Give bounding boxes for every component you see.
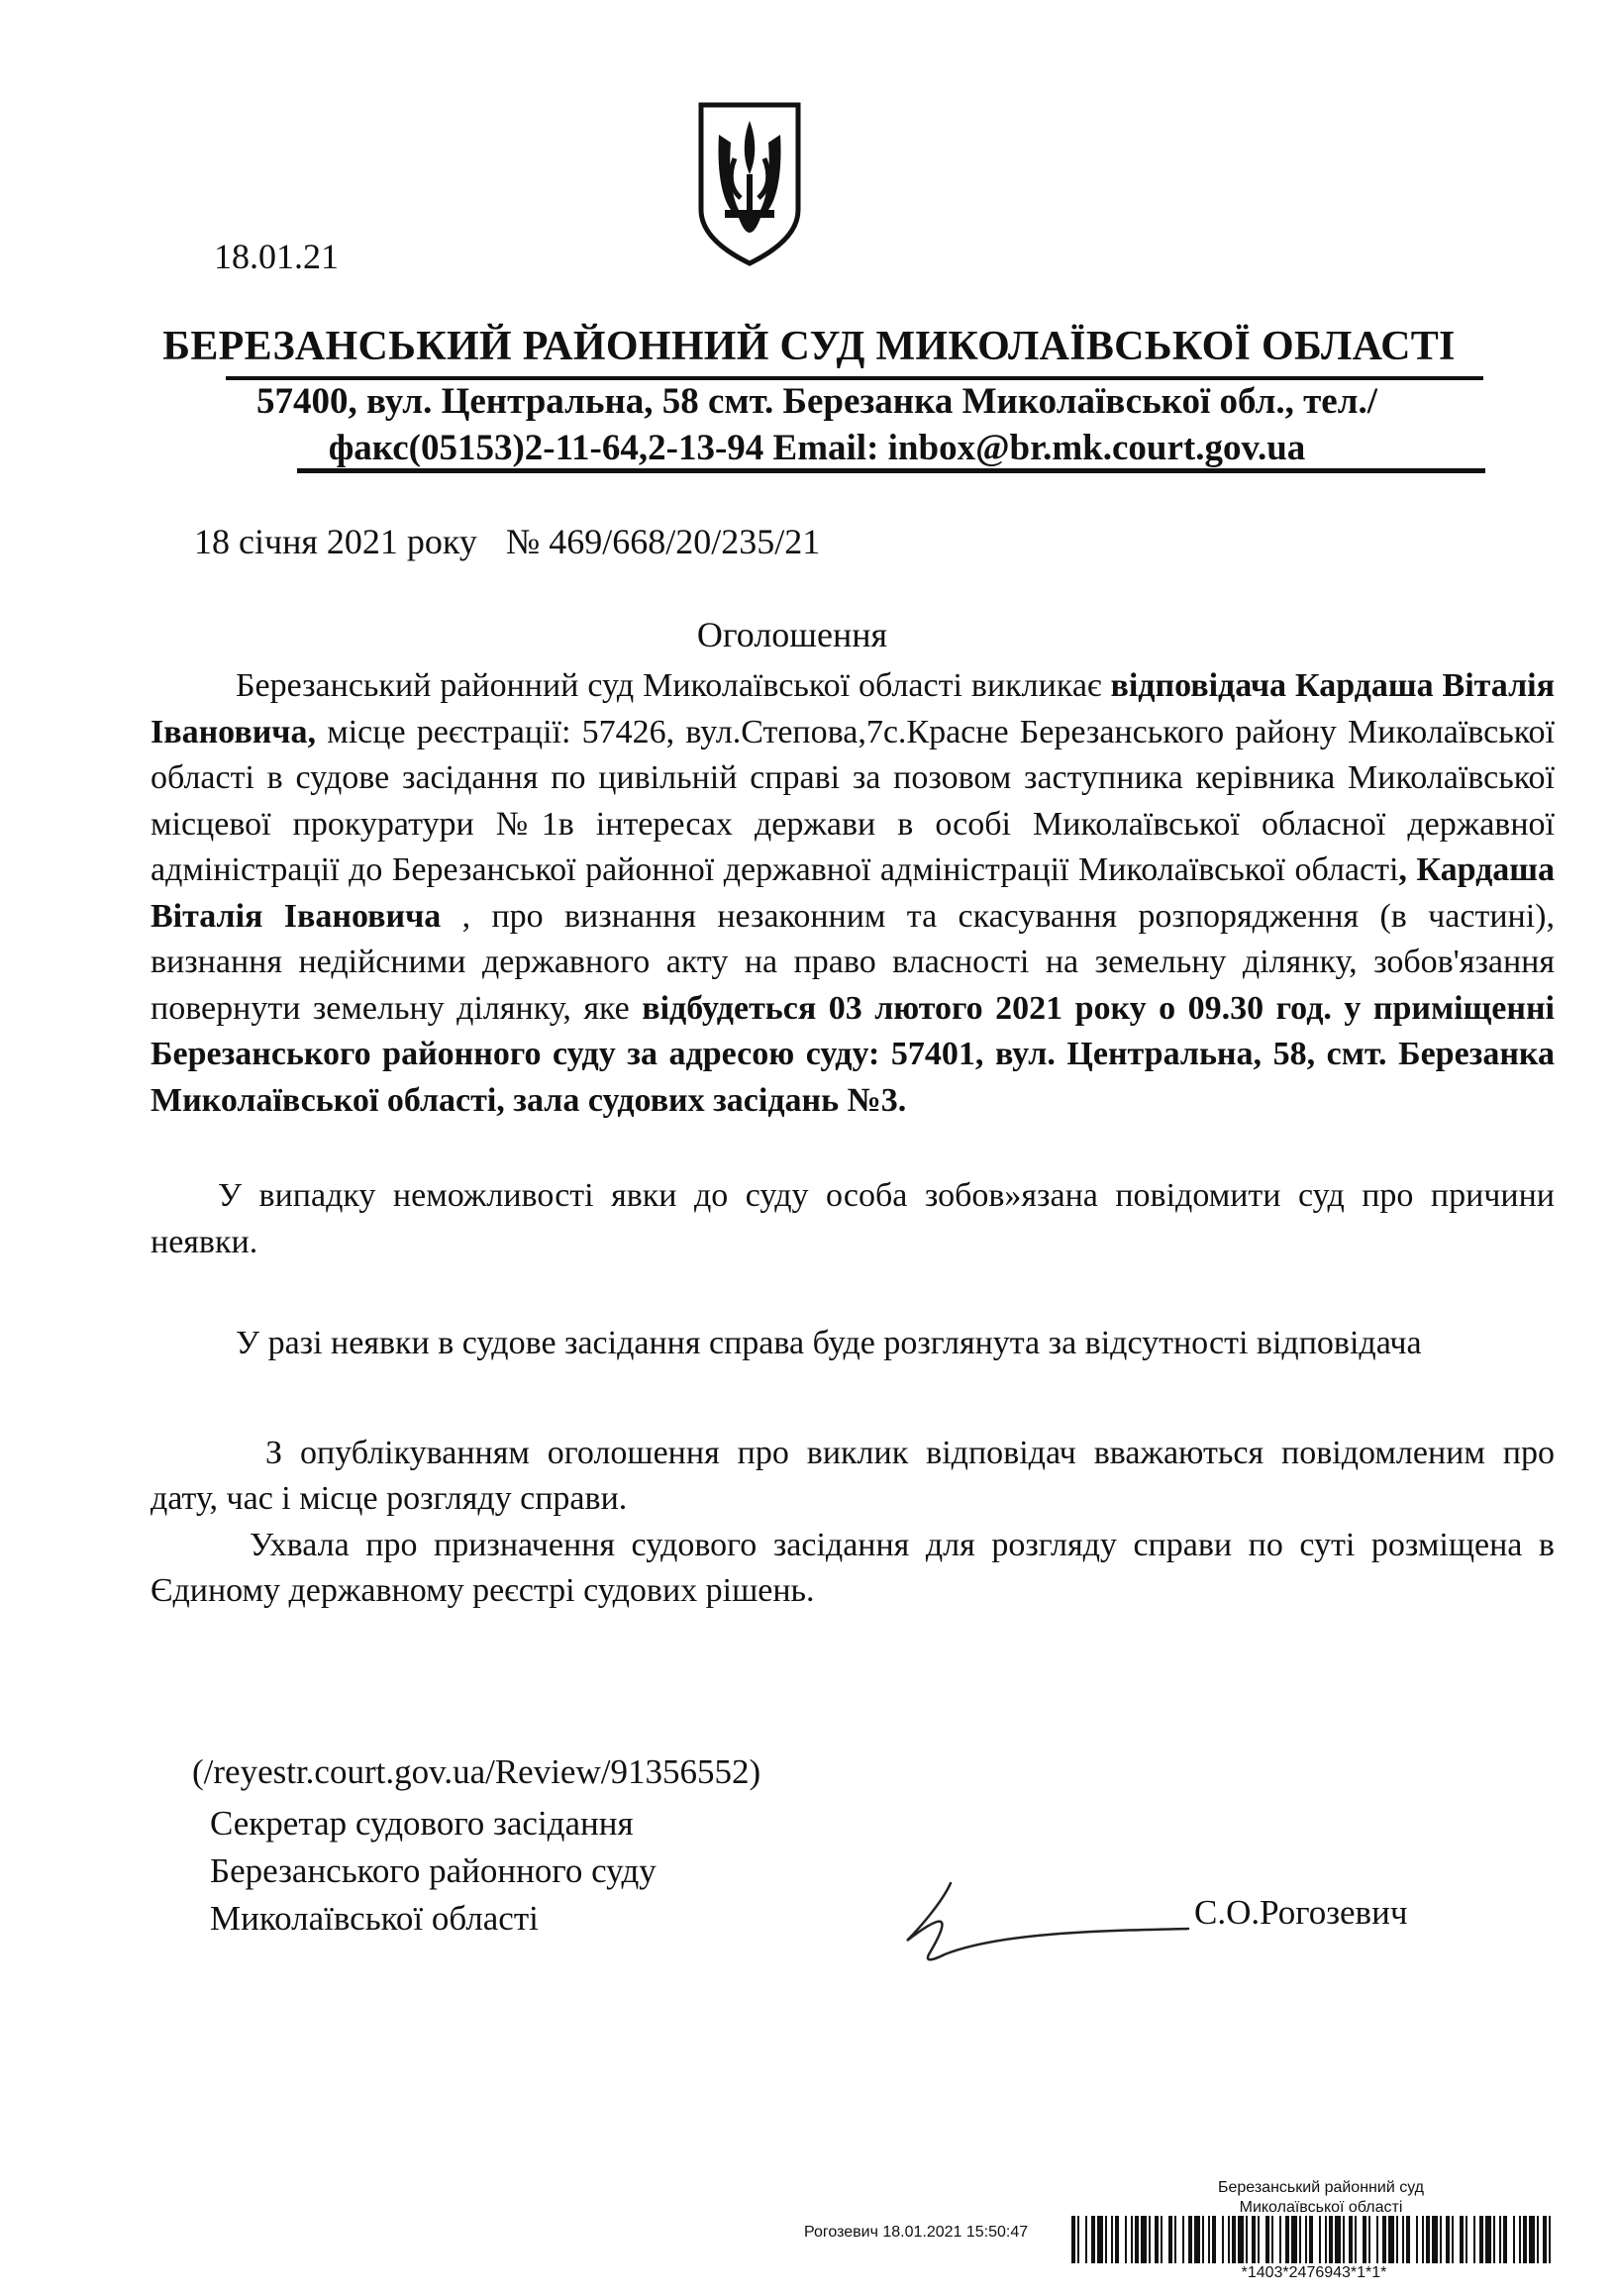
e-signature-text: Рогозевич 18.01.2021 15:50:47 xyxy=(804,2224,1029,2241)
reference-line xyxy=(194,521,820,562)
p1-defendant-bold-2: , Кардаша Віталія Івановича xyxy=(151,851,1556,935)
p1-text-3: , про визнання незаконним та скасування розпорядження (в частині), визнання недійсними державного акту на право власності на земельну ділянку, зобов'язання повернути земельну ділянку, яке xyxy=(151,897,1555,1027)
signer-name: С.О.Рогозевич xyxy=(1194,1893,1408,1932)
notice-paragraph-default: У разі неявки в судове засідання справа буде розглянута за відсутності відповідача xyxy=(236,1325,1422,1361)
stamp-line-2: Миколаївської області xyxy=(1239,2199,1403,2216)
registry-link[interactable]: (/reyestr.court.gov.ua/Review/91356552) xyxy=(192,1752,761,1791)
notice-paragraph-publication: З опублікуванням оголошення про виклик відповідач вважаються повідомленим про дату, час і місце розгляду справи. xyxy=(151,1434,1555,1517)
address-line-2: факс(05153)2-11-64,2-13-94 Email: inbox@br.mk.court.gov.ua xyxy=(328,428,1306,468)
coat-of-arms-icon xyxy=(695,99,804,269)
header-date: 18.01.21 xyxy=(214,237,339,276)
p1-text-1: Березанський районний суд Миколаївської області викликає xyxy=(236,667,1111,704)
secretary-line-1: Секретар судового засідання xyxy=(210,1804,634,1843)
handwritten-signature xyxy=(881,1871,1208,1970)
secretary-line-2: Березанського районного суду xyxy=(210,1851,657,1890)
court-stamp xyxy=(1192,2178,1450,2218)
notice-paragraph-summons xyxy=(151,663,1555,1124)
notice-title: Оголошення xyxy=(696,615,888,654)
court-name-heading: БЕРЕЗАНСЬКИЙ РАЙОННИЙ СУД МИКОЛАЇВСЬКОЇ ОБЛАСТІ xyxy=(162,324,1456,369)
notice-paragraph-ruling: Ухвала про призначення судового засідання для розгляду справи по суті розміщена в Єдиному державному реєстрі судових рішень. xyxy=(151,1526,1555,1609)
reference-date: 18 січня 2021 року xyxy=(194,522,477,561)
trident-shield-svg xyxy=(695,99,804,269)
secretary-block xyxy=(210,1800,657,1943)
header-rule-bottom xyxy=(297,468,1485,473)
notice-body xyxy=(151,663,1555,1615)
notice-paragraph-absence: У випадку неможливості явки до суду особа зобов»язана повідомити суд про причини неявки. xyxy=(151,1177,1555,1260)
court-address-block xyxy=(198,378,1436,471)
reference-number: № 469/668/20/235/21 xyxy=(505,522,821,561)
address-line-1: 57400, вул. Центральна, 58 смт. Березанка Миколаївської обл., тел./ xyxy=(256,381,1377,422)
secretary-line-3: Миколаївської області xyxy=(210,1899,539,1938)
barcode-number: *1403*2476943*1*1* xyxy=(1241,2264,1387,2281)
stamp-line-1: Березанський районний суд xyxy=(1218,2179,1424,2196)
p1-hearing-details-bold: відбудеться 03 лютого 2021 року о 09.30 год. у приміщенні Березанського районного суду за адресою суду: 57401, вул. Центральна, 58, смт. Березанка Миколаївської області, зала судових засідань №3. xyxy=(151,989,1555,1119)
p1-text-2: місце реєстрації: 57426, вул.Степова,7с.Красне Березанського району Миколаївської області в судове засідання по цивільній справі за позовом заступника керівника Миколаївської місцевої прокуратури №1в інтересах держави в особі Миколаївської обласної державної адміністрації до Березанської районної державної адміністрації Миколаївської області xyxy=(151,713,1555,888)
barcode-icon xyxy=(1071,2216,1557,2263)
p1-defendant-bold: відповідача Кардаша Віталія Івановича, xyxy=(151,667,1555,750)
